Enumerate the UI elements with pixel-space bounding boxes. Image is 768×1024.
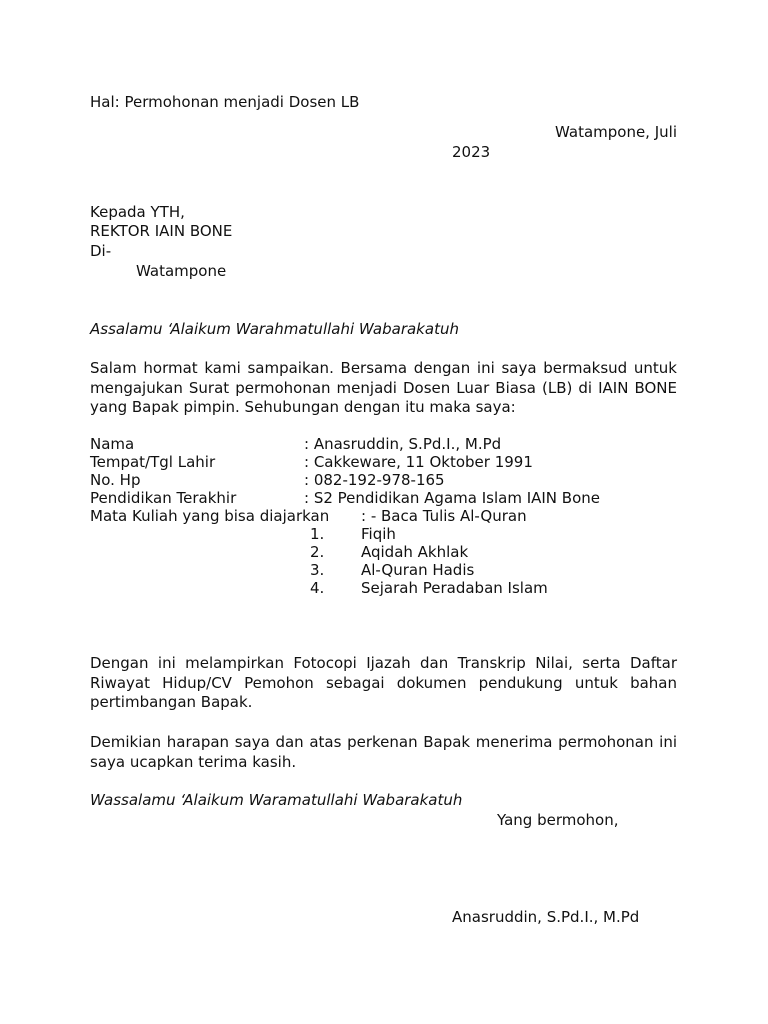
attachment-line-3: pertimbangan Bapak.	[90, 693, 253, 711]
attachment-paragraph	[90, 654, 677, 713]
intro-paragraph	[90, 359, 677, 418]
identity-label: Nama	[90, 435, 135, 453]
course-first: : - Baca Tulis Al-Quran	[361, 507, 527, 525]
intro-line-2: mengajukan Surat permohonan menjadi Dosen Luar Biasa (LB) di IAIN BONE	[90, 378, 677, 397]
identity-value: : S2 Pendidikan Agama Islam IAIN Bone	[304, 489, 600, 507]
course-number: 4.	[310, 579, 325, 597]
recipient-di: Di-	[90, 242, 112, 260]
identity-label: Pendidikan Terakhir	[90, 489, 237, 507]
course-number: 3.	[310, 561, 325, 579]
identity-value: : 082-192-978-165	[304, 471, 445, 489]
intro-line-1: Salam hormat kami sampaikan. Bersama dengan ini saya bermaksud untuk	[90, 359, 677, 377]
greeting: Assalamu ‘Alaikum Warahmatullahi Wabarakatuh	[90, 320, 459, 338]
place-date-line1: Watampone, Juli	[555, 123, 677, 141]
attachment-line-2: Riwayat Hidup/CV Pemohon sebagai dokumen pendukung untuk bahan	[90, 673, 677, 692]
signoff: Yang bermohon,	[497, 811, 619, 829]
closing-line-1: Demikian harapan saya dan atas perkenan Bapak menerima permohonan ini	[90, 733, 677, 751]
course-name: Al-Quran Hadis	[361, 561, 475, 579]
course-name: Sejarah Peradaban Islam	[361, 579, 548, 597]
course-number: 2.	[310, 543, 325, 561]
attachment-line-1: Dengan ini melampirkan Fotocopi Ijazah dan Transkrip Nilai, serta Daftar	[90, 654, 677, 672]
identity-value: : Anasruddin, S.Pd.I., M.Pd	[304, 435, 502, 453]
identity-label: No. Hp	[90, 471, 141, 489]
subject-line: Hal: Permohonan menjadi Dosen LB	[90, 93, 360, 111]
farewell: Wassalamu ‘Alaikum Waramatullahi Wabarakatuh	[90, 791, 463, 809]
closing-line-2: saya ucapkan terima kasih.	[90, 752, 297, 771]
recipient-salutation: Kepada YTH,	[90, 203, 185, 221]
identity-value: : Cakkeware, 11 Oktober 1991	[304, 453, 533, 471]
recipient-city: Watampone	[136, 262, 227, 280]
course-number: 1.	[310, 525, 325, 543]
closing-paragraph	[90, 733, 677, 772]
courses-label: Mata Kuliah yang bisa diajarkan	[90, 507, 330, 525]
place-date-line2: 2023	[452, 143, 491, 161]
course-name: Aqidah Akhlak	[361, 543, 469, 561]
signer-name: Anasruddin, S.Pd.I., M.Pd	[452, 908, 640, 926]
recipient-name: REKTOR IAIN BONE	[90, 222, 233, 240]
identity-label: Tempat/Tgl Lahir	[90, 453, 216, 471]
intro-line-3: yang Bapak pimpin. Sehubungan dengan itu maka saya:	[90, 398, 516, 416]
course-name: Fiqih	[361, 525, 396, 543]
